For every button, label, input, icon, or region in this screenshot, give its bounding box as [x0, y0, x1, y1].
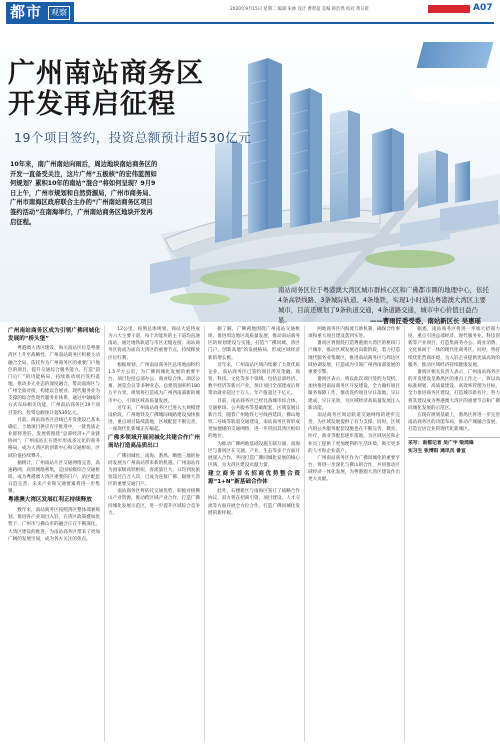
body-paragraph: 根据规划，广州南站商务区总用地面积约1.5平方公里，为广佛同城化发展的重要平台。项目包括总部办公、商业综合体、酒店公寓、展览会议等多种业态，总建筑面积约180万平方米，规划将打造成为广州西南部新的城市中心，引领区域高质量发展。: [108, 362, 200, 404]
body-paragraph: 目前，南站商务区已经具备城市综合体、交通枢纽、公共服务等基础配套，区域发展日新月异，随着广州地铁七号线西延段、佛山地铁二号线等轨道交通建设，南站商务区将形成更加便捷的交通网络，进一步巩固其湾区枢纽的地位。: [208, 398, 300, 440]
body-paragraph: 据了解，广佛两地围绕广州南站交通枢纽，推进周边地区高质量发展，推动南站商务区的规划建设与实施，打造“广佛同城、湾区门户、创新高地”的发展格局，形成区域经济新的增长极。: [208, 327, 300, 361]
body-paragraph: 近年来，广州南站区域内集聚了大批优质企业，南站商务区已签约项目涉及金融、商贸、科技、文化等多个领域，包括总部经济、数字经济等新兴产业，预计项目全部建成后将带动就业超过十万人，年产值超过千亿元。: [208, 362, 300, 397]
article-body: [0, 326, 500, 750]
body-paragraph: 粤港澳大湾区建设、海关南站区位是粤港湾区上升至战略性，广州南站商务区积极主动融合全局，依托作为广州商务区的重要门户地位的项目，提升交通综合服务能力，打造“前门后厂”的功能格局，持续推动项目签约落地，推动多元业态的深度融合，带动南海区与广州全面对接，构建以会展业、现代服务业为支撑的综合性现代服务业体系，通过中轴线的方式布局相关功能，广州南站商务区19个项目签约，投资总额预计超530亿元。: [8, 346, 100, 416]
subheadline: 19个项目签约，投资总额预计超530亿元: [14, 130, 252, 145]
body-paragraph: 广州南站商务区作为广佛同城化的重要平台，将进一步深化与佛山的合作，共同推动区域经济一体化发展，为粤港澳大湾区建设作出更大贡献。: [308, 455, 400, 483]
section-heading: 建立商务首名招商优势整合资源“1+N”新基础合作体: [208, 471, 300, 485]
section-heading: 广佛多领域开展同城化共建合作广州南站打造高品质出口: [108, 435, 200, 449]
byline-credits: 采写：南都记者 吴广宇 梁鸿锋 实习生 张博阳 通讯员 番宣: [408, 437, 500, 454]
section-logo-subtext: 观察: [48, 6, 70, 20]
column-divider: [404, 326, 405, 742]
body-paragraph: 近年来，广州南站商务区已进入大规模建设阶段，广州地铁及广佛城际线路建设加快推进，重点项目陆续落地，区域配套不断完善，一座现代化新城正在崛起。: [108, 405, 200, 433]
body-paragraph: 据悉，南站商务区将进一步加大招商力度，重点引进总部经济、现代服务业、科技创新等产业项目，打造集商务办公、商业消费、文化休闲于一体的现代化商务区。同时，将持续优化营商环境，为入驻企业提供优质高效的服务，推动区域经济持续健康发展。: [408, 327, 500, 368]
column-3: [208, 326, 300, 748]
page-number: A07: [473, 3, 493, 13]
body-paragraph: 在现有规划基础上，番禺区将进一步完善南站商务区的功能布局，推动产城融合发展，打造宜居宜业的现代化新城区。: [408, 412, 500, 433]
section-logo: [6, 2, 74, 22]
section-heading: 粤港澳大湾区发展红利正持续释放: [8, 497, 92, 504]
section-tag: [428, 5, 470, 13]
section-heading: 广州南站商务区成为引领广佛同城化发展的“桥头堡”: [8, 328, 100, 342]
decorative-mark: [417, 42, 494, 68]
body-paragraph: 数年来，南站商务区按照湾区整体部署规划，推进各产业项目入驻，在湾区政策叠加优势下，广州市与佛山市的融合正在不断深化。大湾区建设的推进，为南站商务区带来了更加广阔的发展空间，成为各方关注的焦点。: [8, 508, 100, 542]
issue-info: 2020年9月15日 星期二 编辑 朱林 设计 曹智超 美编 韩浩然 校对 黄日新: [230, 7, 369, 12]
column-divider: [104, 326, 105, 742]
column-2: [108, 326, 200, 748]
masthead: [0, 0, 500, 22]
body-paragraph: 两地商务区内海流互助机制，确保合作事项和重大项目建设落到实处。: [308, 327, 400, 340]
body-paragraph: 为推动广佛两地基础设施互联互通，南海区与番禺区在交通、产业、生态等多个方面开展深入合作，共同打造广佛同城化发展的核心区域，为大湾区建设贡献力量。: [208, 441, 300, 468]
headline-line-2: 开发再启征程: [8, 89, 176, 120]
column-4: [308, 326, 400, 748]
headline: [8, 58, 204, 120]
section-logo-text: 都市: [10, 3, 43, 21]
body-paragraph: 广佛同城化，南海、番禺、顺德三地的协同发展为广州南站带来新的机遇。广州南站作为国家级高铁枢纽，客流量巨大，日均到发旅客超过百万人次，已成为连接广佛、辐射大湾区的重要交通门户。: [108, 453, 200, 488]
body-paragraph: 番禺区将围绕打造粤港澳大湾区的枢纽门户城市，推动区域发展迈向新阶段，着力打造现代服务业集聚区，推进南站商务区与周边区域协调发展，打造成为引领广州西南部发展的重要引擎。: [308, 341, 400, 375]
body-paragraph: 目前，商站商务区沿线已开发建设已基本确定，土地项目供应有序推进中，一批优质企业即将进驻。发展将围绕“总部经济+产业链协同”，广州南站正在逐步形成多元化的商务格局，成为大湾区的创新中心和交通枢纽，区域价值持续攀升。: [8, 417, 100, 459]
lead-paragraph: 10年来，南广州南站向雨后，周边地块南站商务区的开发一直备受关注，这片广州“五极核”的宏伟蓝图如何规划？累积10年的南站“混合”将如何呈现？9月9日上午，广州市规划和自然资源局，广州市商务局、广州市南海区政府联合主办的“广州南站商务区项目签约活动”在南海举行，广州南站商务区地块开发再启征程。: [10, 161, 158, 226]
caption-credit: ——曹雨匠委受委，南站新区长 吴惠瑶: [370, 317, 481, 325]
column-divider: [304, 326, 305, 742]
body-paragraph: 番禺区表示，将以此次项目签约为契机，加快推进南站商务区开发建设，全力做好项目服务保障工作，推动签约项目早日落地、早日建成、早日见效，为区域经济高质量发展注入新动能。: [308, 377, 400, 411]
body-paragraph: 12公里，按照总体规划，商站大道将成为六大主要干道，每个功能块的主干道均直通南站，通过地铁轨道与市区无缝连接，南站商务区将成为面向大湾区的重要节点，持续释放区位红利。: [108, 327, 200, 361]
body-paragraph: 南站商务区周边轨道交通网络的逐步完善，为区域发展提供了有力支撑。同时，区域内的公共服务配套设施也在不断完善，教育、医疗、商业等配套逐步落地，为区域居民和企业员工提供了更加便利的生活环境，吸引更多的人才和企业落户。: [308, 412, 400, 454]
column-1: [8, 326, 100, 748]
body-paragraph: 此外，石楼新区与南海区签订了战略合作协议，双方将在招商引资、项目建设、人才交流等方面开展全方位合作，打造广佛同城化发展的新样板。: [208, 489, 300, 516]
body-paragraph: 番禺区相关负责人表示，广州南站商务区的开发建设是番禺区的重点工作之一，将以高标准规划、高质量建设、高效率管理为目标，全力推进商务区建设，打造城市新名片，努力将其建设成为粤港澳大湾区的重要节点和广佛同城化发展的示范区。: [408, 369, 500, 411]
column-5: [408, 326, 500, 748]
body-paragraph: 南站商务区将依托交通优势，积极对接佛山产业资源，推动跨区域产业合作，打造广佛同城化发展示范区，进一步提升区域综合竞争力。: [108, 489, 200, 516]
headline-line-1: 广州南站商务区: [8, 58, 204, 89]
column-divider: [204, 326, 205, 742]
body-paragraph: 据统计，广州南站片区交通网络完善，高速路网、高铁网络密集，是国家级综合交通枢纽，成为粤港澳大湾区重要的门户，站区配套日趋完善，未来产业和交通要素将进一步集聚。: [8, 460, 100, 495]
image-caption: 南站商务区位于粤港澳大湾区城市群核心区和广佛都市圈的地理中心，依托4条高铁线路、3条城际轨道、4条地铁，实现1小时通达粤港澳大湾区主要城市，目前还规划了9条轨道交通，4条道路交通，城市中心价值日益凸显。: [278, 286, 489, 324]
